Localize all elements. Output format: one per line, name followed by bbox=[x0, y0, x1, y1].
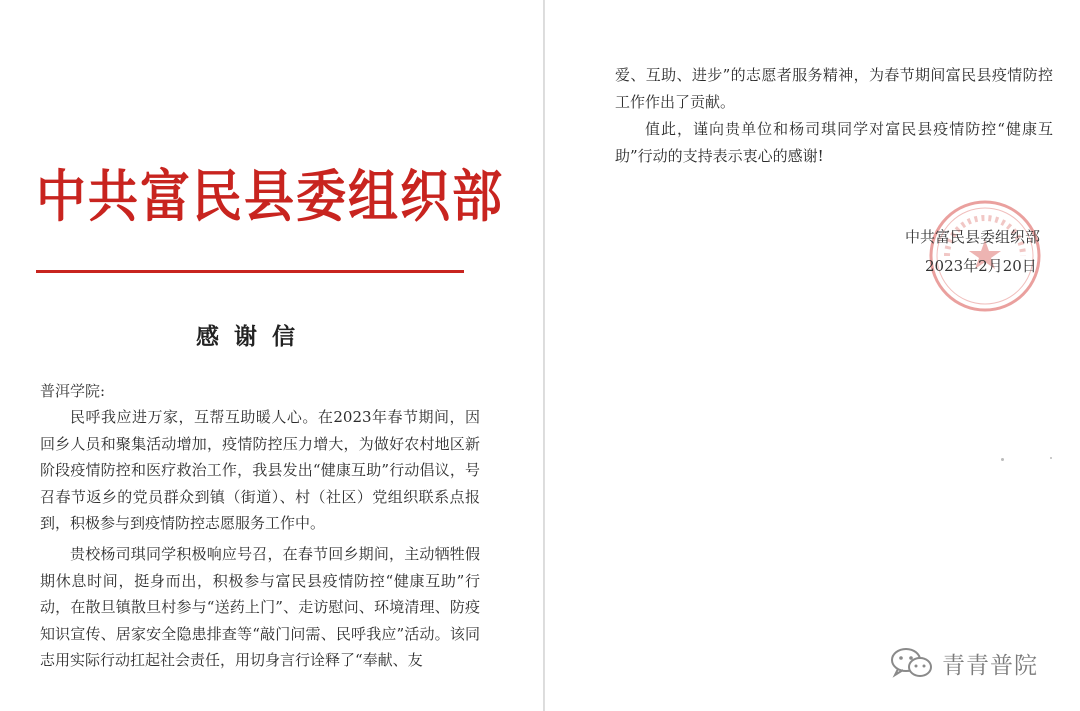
scan-speck bbox=[1001, 458, 1004, 461]
salutation: 普洱学院: bbox=[40, 382, 106, 400]
watermark-text: 青青普院 bbox=[942, 652, 1038, 679]
body-paragraph-2-continued: 爱、互助、进步”的志愿者服务精神，为春节期间富民县疫情防控工作作出了贡献。 bbox=[615, 66, 1053, 111]
signature-date: 2023年2月20日 bbox=[925, 257, 1037, 275]
letter-title: 感谢信 bbox=[196, 323, 310, 350]
watermark bbox=[890, 646, 1038, 680]
letterhead-divider bbox=[36, 270, 464, 273]
body-paragraph-1: 民呼我应进万家，互帮互助暖人心。在2023年春节期间，因回乡人员和聚集活动增加，疫情防控压力增大，为做好农村地区新阶段疫情防控和医疗救治工作，我县发出“健康互助”行动倡议，号召春节返乡的党员群众到镇（街道）、村（社区）党组织联系点报到，积极参与到疫情防控志愿服务工作中。 bbox=[40, 408, 480, 532]
body-paragraph-2: 贵校杨司琪同学积极响应号召，在春节回乡期间，主动牺牲假期休息时间，挺身而出，积极参与富民县疫情防控“健康互助”行动，在散旦镇散旦村参与“送药上门”、走访慰问、环境清理、防疫知识宣传、居家安全隐患排查等“敲门问需、民呼我应”活动。该同志用实际行动扛起社会责任，用切身言行诠释了“奉献、友 bbox=[40, 545, 480, 669]
letterhead: 中共富民县委组织部 bbox=[36, 163, 504, 230]
signature-org: 中共富民县委组织部 bbox=[905, 228, 1041, 246]
wechat-icon bbox=[890, 646, 934, 680]
scan-speck bbox=[1050, 457, 1052, 459]
body-paragraph-3: 值此，谨向贵单位和杨司琪同学对富民县疫情防控“健康互助”行动的支持表示衷心的感谢! bbox=[615, 120, 1053, 165]
